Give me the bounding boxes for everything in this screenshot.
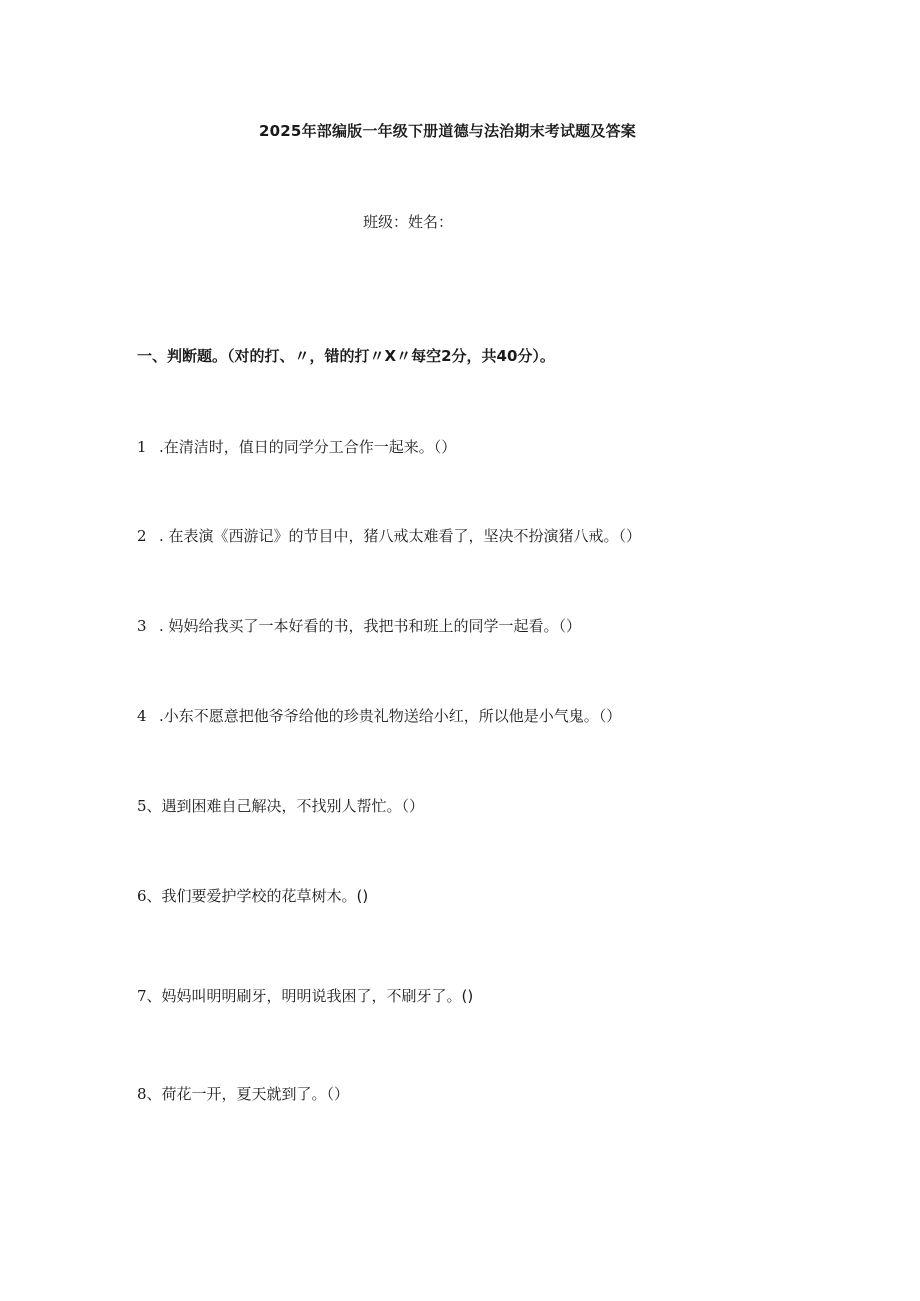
question-number: 7、 — [137, 987, 162, 1005]
document-title: 2025年部编版一年级下册道德与法治期末考试题及答案 — [259, 122, 636, 140]
question-number: 3 — [137, 617, 147, 635]
question-item-6 — [137, 885, 368, 906]
question-item-8 — [137, 1083, 349, 1104]
name-label: 姓名： — [408, 213, 454, 231]
question-text: . 在表演《西游记》的节目中，猪八戒太难看了，坚决不扮演猪八戒。（） — [159, 527, 642, 545]
question-text: 我们要爱护学校的花草树木。() — [161, 887, 369, 905]
question-text: 荷花一开，夏天就到了。（） — [161, 1085, 350, 1103]
question-item-3 — [137, 615, 581, 636]
question-item-4 — [137, 705, 621, 726]
question-item-2 — [137, 525, 641, 546]
question-number: 8、 — [137, 1085, 162, 1103]
class-label: 班级： — [363, 213, 409, 231]
question-item-1 — [137, 436, 456, 457]
question-text: . 妈妈给我买了一本好看的书，我把书和班上的同学一起看。（） — [159, 617, 582, 635]
section-heading-true-false: 一、判断题。（对的打、〃，错的打〃X〃每空2分，共40分）。 — [137, 347, 555, 365]
question-number: 5、 — [137, 797, 162, 815]
question-text: .小东不愿意把他爷爷给他的珍贵礼物送给小红，所以他是小气鬼。（） — [159, 707, 622, 725]
question-number: 6、 — [137, 887, 162, 905]
class-name-line — [363, 211, 453, 232]
question-text: .在清洁时，值日的同学分工合作一起来。（） — [159, 438, 457, 456]
question-number: 4 — [137, 707, 147, 725]
question-text: 遇到困难自己解决，不找别人帮忙。（） — [161, 797, 425, 815]
question-text: 妈妈叫明明刷牙，明明说我困了，不刷牙了。() — [161, 987, 474, 1005]
question-item-7 — [137, 985, 473, 1006]
question-number: 1 — [137, 438, 147, 456]
question-item-5 — [137, 795, 424, 816]
question-number: 2 — [137, 527, 147, 545]
